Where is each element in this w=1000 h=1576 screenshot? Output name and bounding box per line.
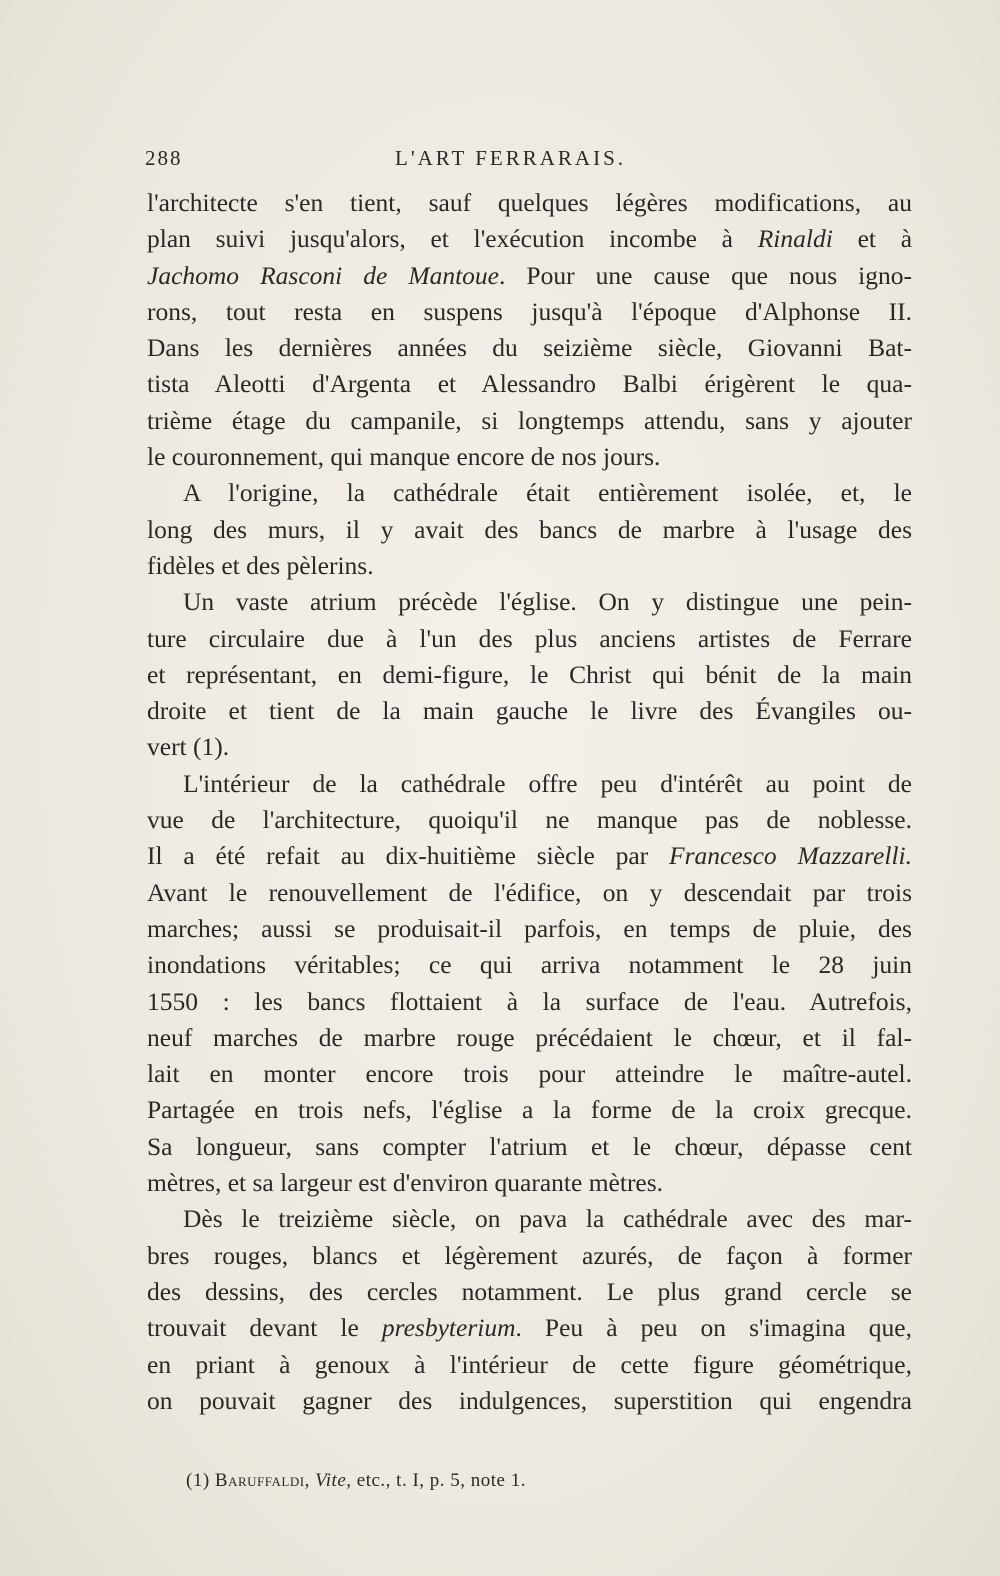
footnote-marker: (1) (186, 1470, 210, 1491)
term-presbyterium: presbyterium (381, 1313, 516, 1343)
text-line: 1550 : les bancs flottaient à la surface de l'eau. Autrefois, (147, 986, 912, 1016)
text-line: bres rouges, blancs et légèrement azurés, de façon à former (147, 1240, 912, 1270)
text-line: des dessins, des cercles notamment. Le plus grand cercle se (147, 1276, 912, 1306)
text-line: droite et tient de la main gauche le livre des Évangiles ou- (147, 696, 912, 726)
text-line: Avant le renouvellement de l'édifice, on y descendait par trois (147, 877, 912, 907)
text-line: long des murs, il y avait des bancs de marbre à l'usage des (147, 514, 912, 544)
text-line: le couronnement, qui manque encore de nos jours. (147, 442, 661, 472)
text-line: Partagée en trois nefs, l'église a la forme de la croix grecque. (147, 1095, 912, 1125)
text-line: tista Aleotti d'Argenta et Alessandro Balbi érigèrent le qua- (147, 369, 912, 399)
text-line: l'architecte s'en tient, sauf quelques légères modifications, au (147, 188, 912, 217)
paragraph-start: L'intérieur de la cathédrale offre peu d'intérêt au point de (183, 768, 912, 798)
text-line: Dans les dernières années du seizième siècle, Giovanni Bat- (147, 333, 912, 363)
text-line: mètres, et sa largeur est d'environ quarante mètres. (147, 1168, 664, 1198)
text-line: vue de l'architecture, quoiqu'il ne manque pas de noblesse. (147, 805, 912, 835)
name-rasconi: Jachomo Rasconi de Mantoue (147, 260, 500, 290)
text-line: vert (1). (147, 732, 230, 762)
text-line: neuf marches de marbre rouge précédaient le chœur, et il fal- (147, 1022, 912, 1052)
text-line: rons, tout resta en suspens jusqu'à l'époque d'Alphonse II. (147, 296, 912, 326)
page-header (145, 146, 915, 176)
text-line: inondations véritables; ce qui arriva notamment le 28 juin (147, 950, 912, 980)
text-line: en priant à genoux à l'intérieur de cette figure géométrique, (147, 1349, 912, 1379)
text-line: Il a été refait au dix-huitième siècle par Francesco Mazzarelli. (147, 841, 912, 871)
paragraph-start: Un vaste atrium précède l'église. On y distingue une pein- (183, 587, 912, 617)
text-line: trième étage du campanile, si longtemps attendu, sans y ajouter (147, 405, 912, 435)
footnote-author: Baruffaldi (214, 1470, 305, 1491)
text-line: lait en monter encore trois pour atteindre le maître-autel. (147, 1059, 912, 1089)
page-number: 288 (145, 146, 183, 170)
footnote: (1) Baruffaldi, Vite, etc., t. I, p. 5, note 1. (186, 1470, 526, 1491)
running-title: L'ART FERRARAIS. (395, 146, 627, 170)
text-line: fidèles et des pèlerins. (147, 550, 374, 580)
paragraph-start: A l'origine, la cathédrale était entièrement isolée, et, le (183, 478, 912, 508)
text-line: trouvait devant le presbyterium. Peu à peu on s'imagina que, (147, 1313, 912, 1343)
text-line: Jachomo Rasconi de Mantoue. Pour une cause que nous igno- (147, 260, 912, 290)
paragraph-start: Dès le treizième siècle, on pava la cathédrale avec des mar- (183, 1204, 912, 1234)
footnote-reference: etc., t. I, p. 5, note 1. (356, 1470, 526, 1491)
text-line: marches; aussi se produisait-il parfois, en temps de pluie, des (147, 913, 912, 943)
text-line: et représentant, en demi-figure, le Christ qui bénit de la main (147, 659, 912, 689)
text-line: plan suivi jusqu'alors, et l'exécution incombe à Rinaldi et à (147, 224, 913, 254)
text-line: on pouvait gagner des indulgences, superstition qui engendra (147, 1385, 912, 1415)
body-text (147, 185, 912, 1419)
name-rinaldi: Rinaldi (757, 224, 833, 254)
name-mazzarelli: Francesco Mazzarelli. (669, 841, 912, 871)
text-line: ture circulaire due à l'un des plus anciens artistes de Ferrare (147, 623, 912, 653)
text-line: Sa longueur, sans compter l'atrium et le chœur, dépasse cent (147, 1131, 912, 1161)
footnote-work: Vite, (315, 1470, 352, 1491)
